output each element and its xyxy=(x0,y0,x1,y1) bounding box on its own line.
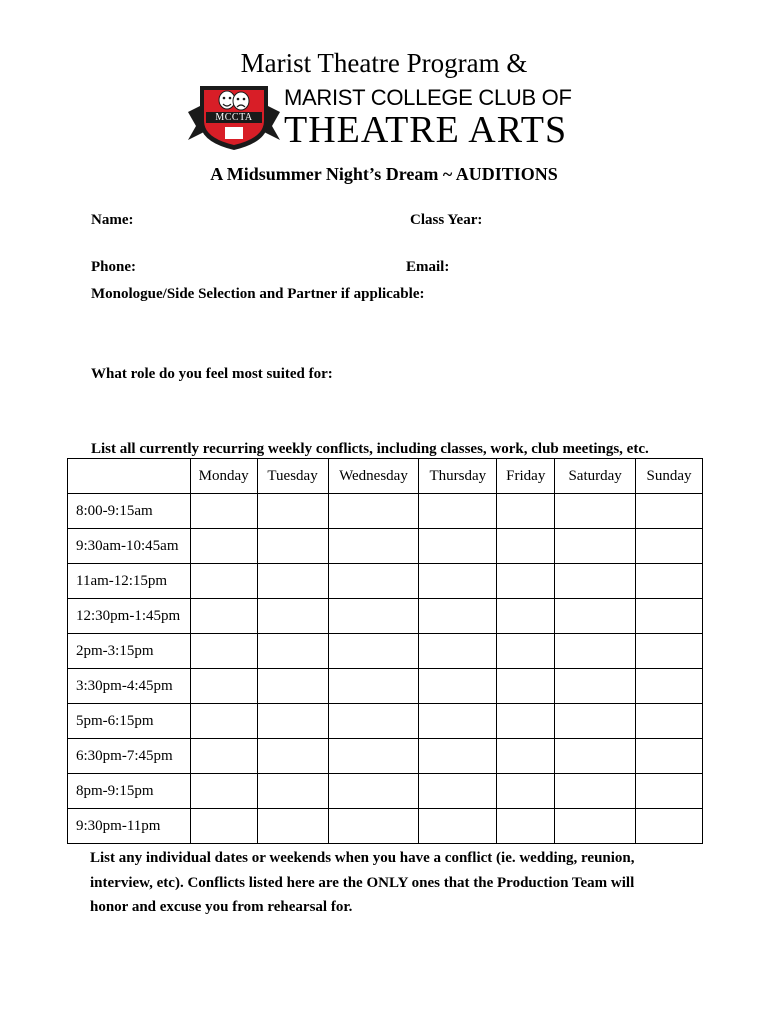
conflict-cell[interactable] xyxy=(636,564,703,599)
table-row xyxy=(68,669,703,704)
conflicts-label: List all currently recurring weekly conflicts, including classes, work, club meetings, etc. xyxy=(91,441,649,457)
monologue-label: Monologue/Side Selection and Partner if applicable: xyxy=(91,286,425,302)
conflict-schedule-table xyxy=(67,458,703,844)
time-slot-label: 3:30pm-4:45pm xyxy=(68,669,191,704)
conflict-cell[interactable] xyxy=(190,634,257,669)
conflict-cell[interactable] xyxy=(555,634,636,669)
conflict-cell[interactable] xyxy=(190,739,257,774)
conflict-cell[interactable] xyxy=(419,494,497,529)
role-label: What role do you feel most suited for: xyxy=(91,366,333,382)
conflict-cell[interactable] xyxy=(328,634,419,669)
table-header-row xyxy=(68,459,703,494)
conflict-cell[interactable] xyxy=(257,739,328,774)
conflict-cell[interactable] xyxy=(636,739,703,774)
conflict-cell[interactable] xyxy=(419,809,497,844)
conflict-cell[interactable] xyxy=(328,704,419,739)
time-slot-label: 12:30pm-1:45pm xyxy=(68,599,191,634)
table-row xyxy=(68,599,703,634)
conflict-cell[interactable] xyxy=(497,704,555,739)
note-line: interview, etc). Conflicts listed here are the ONLY ones that the Production Team will xyxy=(90,874,635,891)
conflict-cell[interactable] xyxy=(190,564,257,599)
conflict-cell[interactable] xyxy=(257,529,328,564)
day-header: Thursday xyxy=(419,459,497,494)
table-row xyxy=(68,529,703,564)
conflict-cell[interactable] xyxy=(190,669,257,704)
conflict-cell[interactable] xyxy=(497,599,555,634)
conflict-cell[interactable] xyxy=(636,809,703,844)
conflict-cell[interactable] xyxy=(497,529,555,564)
table-row xyxy=(68,634,703,669)
corner-cell xyxy=(68,459,191,494)
conflict-cell[interactable] xyxy=(328,669,419,704)
conflict-cell[interactable] xyxy=(257,564,328,599)
conflict-cell[interactable] xyxy=(497,774,555,809)
phone-label: Phone: xyxy=(91,259,136,275)
conflict-cell[interactable] xyxy=(555,739,636,774)
time-slot-label: 8:00-9:15am xyxy=(68,494,191,529)
day-header: Monday xyxy=(190,459,257,494)
conflict-cell[interactable] xyxy=(190,494,257,529)
conflict-cell[interactable] xyxy=(555,494,636,529)
conflict-cell[interactable] xyxy=(636,774,703,809)
conflict-cell[interactable] xyxy=(257,809,328,844)
conflict-cell[interactable] xyxy=(636,599,703,634)
time-slot-label: 2pm-3:15pm xyxy=(68,634,191,669)
time-slot-label: 9:30pm-11pm xyxy=(68,809,191,844)
name-label: Name: xyxy=(91,212,134,228)
table-row xyxy=(68,704,703,739)
conflict-cell[interactable] xyxy=(257,669,328,704)
conflict-cell[interactable] xyxy=(555,809,636,844)
day-header: Wednesday xyxy=(328,459,419,494)
conflict-cell[interactable] xyxy=(419,774,497,809)
conflict-cell[interactable] xyxy=(257,599,328,634)
note-line: List any individual dates or weekends when you have a conflict (ie. wedding, reunion, xyxy=(90,850,635,866)
club-logo xyxy=(186,82,586,152)
conflict-cell[interactable] xyxy=(555,774,636,809)
conflict-cell[interactable] xyxy=(328,564,419,599)
logo-abbrev: MCCTA xyxy=(215,112,253,123)
conflict-cell[interactable] xyxy=(636,669,703,704)
individual-conflicts-note xyxy=(90,846,690,920)
conflict-cell[interactable] xyxy=(328,774,419,809)
conflict-cell[interactable] xyxy=(328,809,419,844)
conflict-cell[interactable] xyxy=(419,634,497,669)
conflict-cell[interactable] xyxy=(328,599,419,634)
document-title: A Midsummer Night’s Dream ~ AUDITIONS xyxy=(210,164,558,184)
time-slot-label: 5pm-6:15pm xyxy=(68,704,191,739)
class-year-label: Class Year: xyxy=(410,212,483,228)
conflict-cell[interactable] xyxy=(190,774,257,809)
table-row xyxy=(68,774,703,809)
time-slot-label: 9:30am-10:45am xyxy=(68,529,191,564)
conflict-cell[interactable] xyxy=(555,529,636,564)
conflict-cell[interactable] xyxy=(190,809,257,844)
day-header: Tuesday xyxy=(257,459,328,494)
conflict-cell[interactable] xyxy=(419,529,497,564)
table-row xyxy=(68,494,703,529)
time-slot-label: 6:30pm-7:45pm xyxy=(68,739,191,774)
conflict-cell[interactable] xyxy=(257,774,328,809)
conflict-cell[interactable] xyxy=(497,564,555,599)
conflict-cell[interactable] xyxy=(328,494,419,529)
program-heading: Marist Theatre Program & xyxy=(240,48,528,78)
time-slot-label: 11am-12:15pm xyxy=(68,564,191,599)
note-line: honor and excuse you from rehearsal for. xyxy=(90,899,353,915)
email-label: Email: xyxy=(406,259,450,275)
conflict-cell[interactable] xyxy=(257,494,328,529)
conflict-cell[interactable] xyxy=(419,669,497,704)
conflict-cell[interactable] xyxy=(555,669,636,704)
conflict-cell[interactable] xyxy=(497,739,555,774)
conflict-cell[interactable] xyxy=(190,704,257,739)
conflict-cell[interactable] xyxy=(257,704,328,739)
conflict-cell[interactable] xyxy=(636,494,703,529)
conflict-cell[interactable] xyxy=(555,599,636,634)
table-row xyxy=(68,809,703,844)
conflict-cell[interactable] xyxy=(419,599,497,634)
day-header: Saturday xyxy=(555,459,636,494)
conflict-cell[interactable] xyxy=(328,529,419,564)
conflict-cell[interactable] xyxy=(190,599,257,634)
time-slot-label: 8pm-9:15pm xyxy=(68,774,191,809)
day-header: Sunday xyxy=(636,459,703,494)
conflict-cell[interactable] xyxy=(636,704,703,739)
conflict-cell[interactable] xyxy=(257,634,328,669)
table-row xyxy=(68,564,703,599)
conflict-cell[interactable] xyxy=(497,634,555,669)
conflict-cell[interactable] xyxy=(328,739,419,774)
conflict-cell[interactable] xyxy=(497,669,555,704)
conflict-cell[interactable] xyxy=(636,529,703,564)
club-name-line1: MARIST COLLEGE CLUB OF xyxy=(284,85,572,110)
conflict-cell[interactable] xyxy=(419,704,497,739)
conflict-cell[interactable] xyxy=(555,704,636,739)
conflict-cell[interactable] xyxy=(636,634,703,669)
conflict-cell[interactable] xyxy=(419,564,497,599)
club-name-line2: THEATRE ARTS xyxy=(284,109,568,151)
table-row xyxy=(68,739,703,774)
conflict-cell[interactable] xyxy=(419,739,497,774)
conflict-cell[interactable] xyxy=(497,809,555,844)
conflict-cell[interactable] xyxy=(555,564,636,599)
day-header: Friday xyxy=(497,459,555,494)
conflict-cell[interactable] xyxy=(190,529,257,564)
conflict-cell[interactable] xyxy=(497,494,555,529)
